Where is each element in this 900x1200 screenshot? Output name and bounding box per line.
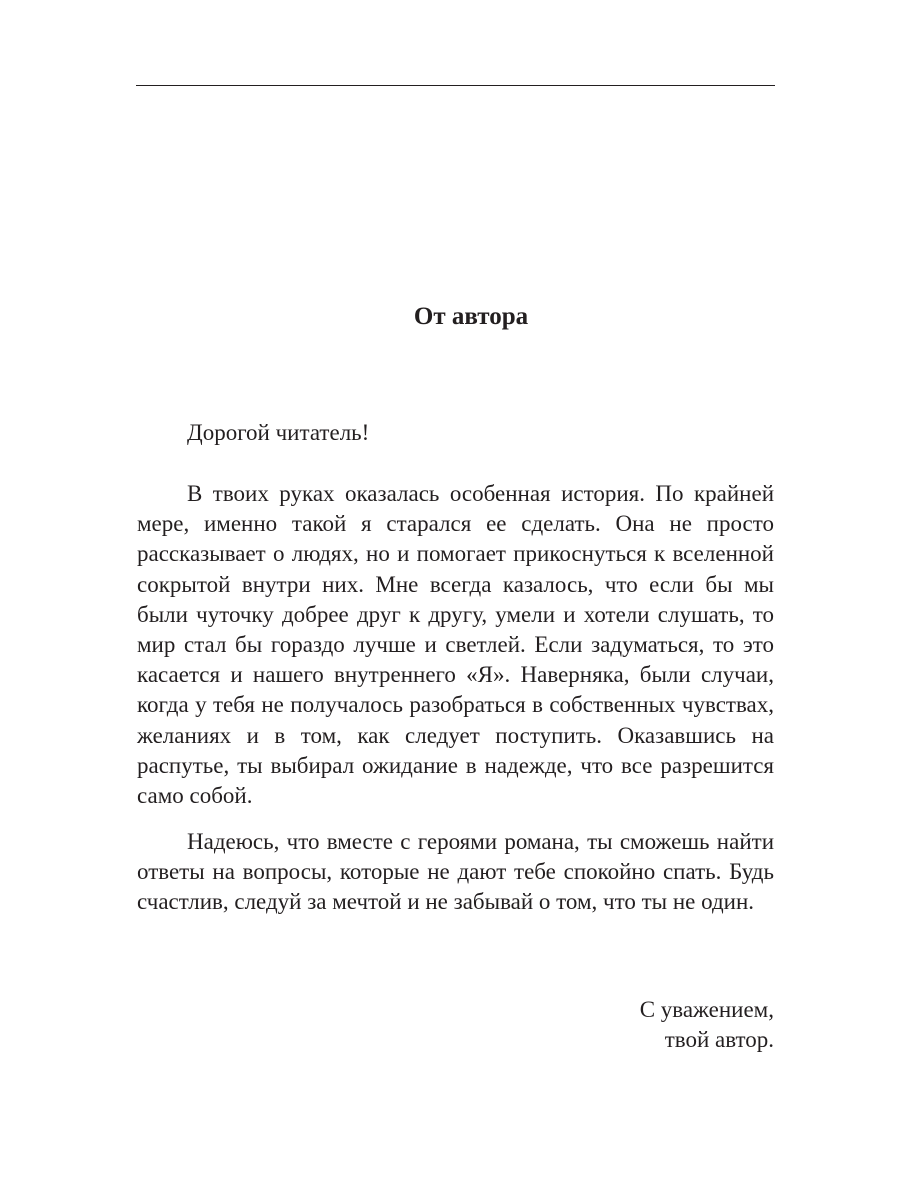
- body-paragraph-1-block: [137, 479, 774, 811]
- greeting: Дорогой читатель!: [187, 420, 370, 445]
- body-paragraph-1: В твоих руках оказалась особенная история. По крайней мере, именно такой я старался ее сделать. Она не просто рассказывает о людях, но и помогает прикоснуться к вселенной сокрытой внутри них. Мне всегда казалось, что если бы мы были чуточку добрее друг к другу, умели и хотели слушать, то мир стал бы гораздо лучше и светлей. Если задуматься, то это касается и нашего внутреннего «Я». Наверняка, были случаи, когда у тебя не получалось разобраться в собственных чувствах, желаниях и в том, как следует поступить. Оказавшись на распутье, ты выбирал ожидание в надежде, что все разрешится само собой.: [137, 481, 774, 809]
- signature-line-1: С уважением,: [639, 997, 774, 1022]
- signature: [640, 995, 774, 1055]
- greeting-block: [137, 418, 774, 448]
- body-paragraph-2: Надеюсь, что вместе с героями романа, ты сможешь найти ответы на вопросы, которые не дают тебе спокойно спать. Будь счастлив, следуй за мечтой и не забывай о том, что ты не один.: [137, 829, 774, 915]
- body-paragraph-2-block: [137, 827, 774, 918]
- header-rule: [136, 85, 775, 86]
- signature-line-2: твой автор.: [664, 1027, 774, 1053]
- page-title: От автора: [413, 303, 529, 330]
